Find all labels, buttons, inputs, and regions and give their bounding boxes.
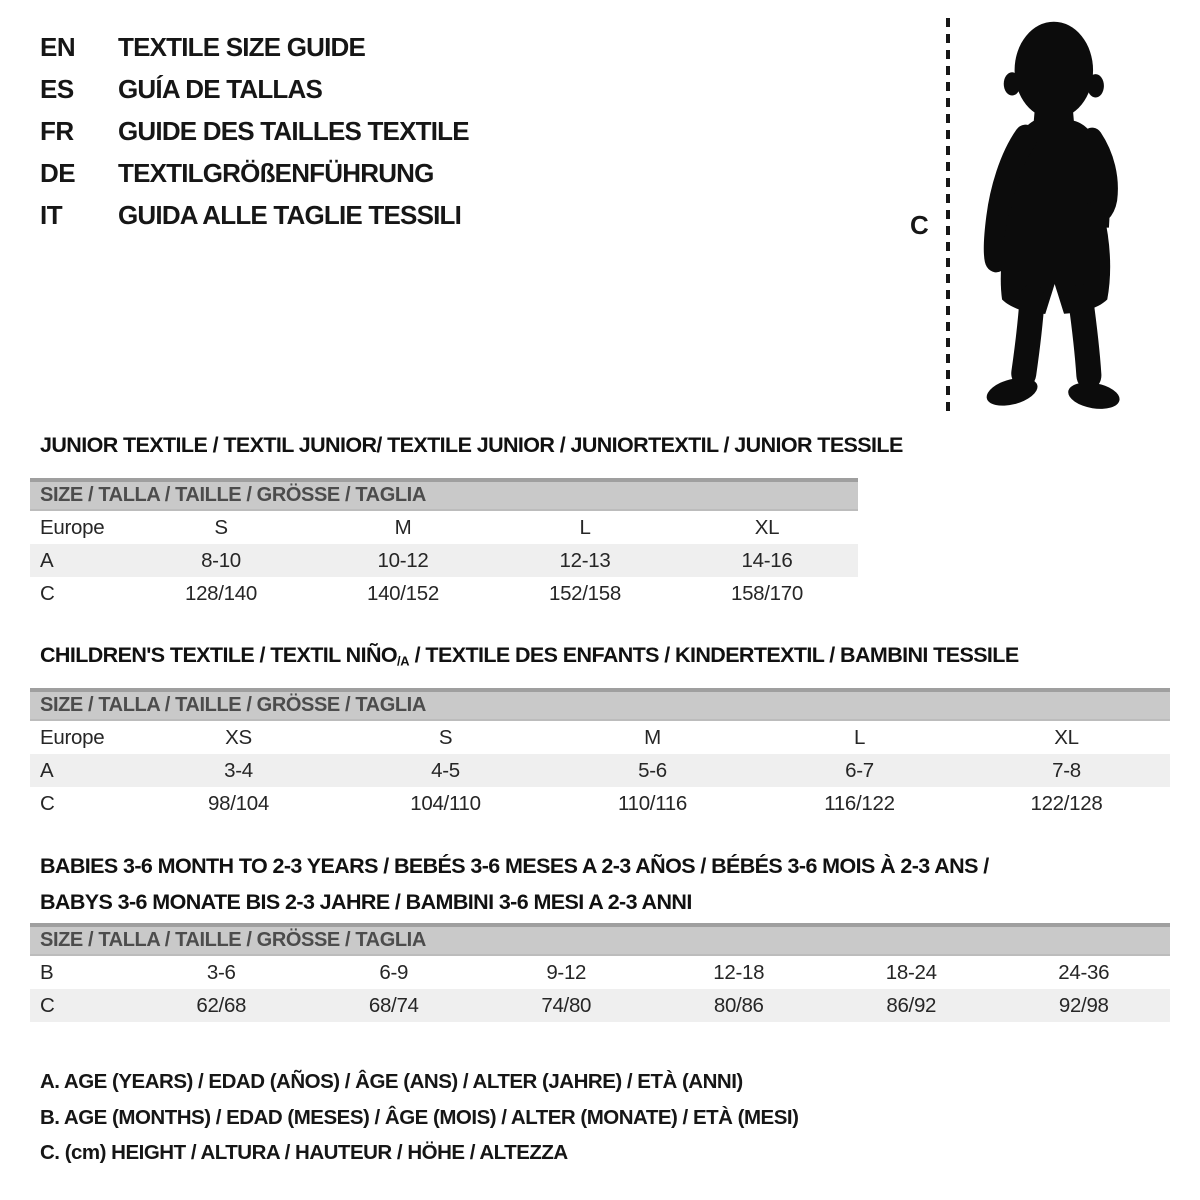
row-label: C [40,791,55,815]
table-row-height [30,787,1170,820]
height-cell: 80/86 [713,993,764,1017]
table-row-age [30,754,1170,787]
height-cell: 116/122 [824,791,895,815]
legend-line-b: B. AGE (MONTHS) / EDAD (MESES) / ÂGE (MOIS) / ALTER (MONATE) / ETÀ (MESI) [40,1105,799,1129]
height-cell: 62/68 [196,993,247,1017]
table-row-age [30,544,858,577]
language-title: GUÍA DE TALLAS [118,74,323,104]
row-label: B [40,960,54,984]
table-row-height [30,577,858,610]
language-code: DE [40,158,76,188]
months-cell: 3-6 [206,960,236,984]
language-code: ES [40,74,74,104]
language-row-de [40,158,469,189]
height-cell: 68/74 [368,993,419,1017]
row-label: Europe [40,725,105,749]
height-cell: 92/98 [1058,993,1109,1017]
height-dashed-line [946,18,950,416]
age-cell: 5-6 [638,758,667,782]
language-row-en [40,32,469,63]
row-label: Europe [40,515,105,539]
age-cell: 14-16 [741,548,793,572]
size-cell: L [853,725,866,749]
babies-title-line1: BABIES 3-6 MONTH TO 2-3 YEARS / BEBÉS 3-6 MESES A 2-3 AÑOS / BÉBÉS 3-6 MOIS À 2-3 ANS / [40,854,989,878]
height-cell: 86/92 [886,993,937,1017]
size-cell: XL [1054,725,1079,749]
toddler-silhouette-icon [962,12,1154,420]
size-header-bar: SIZE / TALLA / TAILLE / GRÖSSE / TAGLIA [30,923,1170,956]
size-cell: XS [225,725,252,749]
height-cell: 74/80 [541,993,592,1017]
language-list [40,32,469,231]
height-cell: 98/104 [208,791,269,815]
language-code: EN [40,32,76,62]
height-cell: 104/110 [410,791,481,815]
children-title-sub: /A [397,653,410,669]
language-title: TEXTILE SIZE GUIDE [118,32,366,62]
height-cell: 128/140 [184,581,257,605]
children-section-title [40,643,1019,669]
age-cell: 7-8 [1052,758,1081,782]
size-cell: M [644,725,661,749]
size-cell: S [438,725,453,749]
row-label: A [40,758,54,782]
size-cell: M [394,515,412,539]
age-cell: 4-5 [431,758,460,782]
table-row-height [30,989,1170,1022]
size-header-bar: SIZE / TALLA / TAILLE / GRÖSSE / TAGLIA [30,688,1170,721]
language-title: GUIDE DES TAILLES TEXTILE [118,116,469,146]
row-label: C [40,581,55,605]
babies-size-table [30,923,1170,1022]
height-cell: 152/158 [548,581,621,605]
age-cell: 6-7 [845,758,874,782]
babies-title-line2: BABYS 3-6 MONATE BIS 2-3 JAHRE / BAMBINI 3-6 MESI A 2-3 ANNI [40,890,692,914]
row-label: C [40,993,55,1017]
table-row-europe [30,721,1170,754]
language-row-it [40,200,469,231]
row-label: A [40,548,54,572]
size-cell: S [214,515,228,539]
junior-size-table [30,478,858,610]
table-row-months [30,956,1170,989]
language-title: GUIDA ALLE TAGLIE TESSILI [118,200,462,230]
months-cell: 12-18 [713,960,765,984]
age-cell: 10-12 [377,548,429,572]
language-row-es [40,74,469,105]
legend [40,1070,798,1165]
height-cell: 122/128 [1030,791,1103,815]
children-title-suffix: / TEXTILE DES ENFANTS / KINDERTEXTIL / BAMBINI TESSILE [409,643,1019,667]
months-cell: 6-9 [379,960,409,984]
height-measure-label: C [910,210,929,240]
babies-section-title [40,848,1000,920]
language-code: FR [40,116,74,146]
junior-section-title: JUNIOR TEXTILE / TEXTIL JUNIOR/ TEXTILE JUNIOR / JUNIORTEXTIL / JUNIOR TESSILE [40,433,903,457]
age-cell: 12-13 [559,548,611,572]
age-cell: 8-10 [201,548,241,572]
height-cell: 158/170 [730,581,803,605]
months-cell: 18-24 [885,960,937,984]
months-cell: 9-12 [546,960,587,984]
height-cell: 140/152 [366,581,439,605]
size-cell: XL [754,515,780,539]
children-title-prefix: CHILDREN'S TEXTILE / TEXTIL NIÑO [40,643,398,667]
size-header-bar: SIZE / TALLA / TAILLE / GRÖSSE / TAGLIA [30,478,858,511]
table-row-europe [30,511,858,544]
language-code: IT [40,200,63,230]
age-cell: 3-4 [224,758,253,782]
height-cell: 110/116 [618,791,687,815]
legend-line-c: C. (cm) HEIGHT / ALTURA / HAUTEUR / HÖHE / ALTEZZA [40,1141,568,1164]
months-cell: 24-36 [1058,960,1110,984]
language-row-fr [40,116,469,147]
children-size-table [30,688,1170,820]
language-title: TEXTILGRÖßENFÜHRUNG [118,158,434,188]
size-cell: L [579,515,591,539]
legend-line-a: A. AGE (YEARS) / EDAD (AÑOS) / ÂGE (ANS) / ALTER (JAHRE) / ETÀ (ANNI) [40,1070,743,1093]
